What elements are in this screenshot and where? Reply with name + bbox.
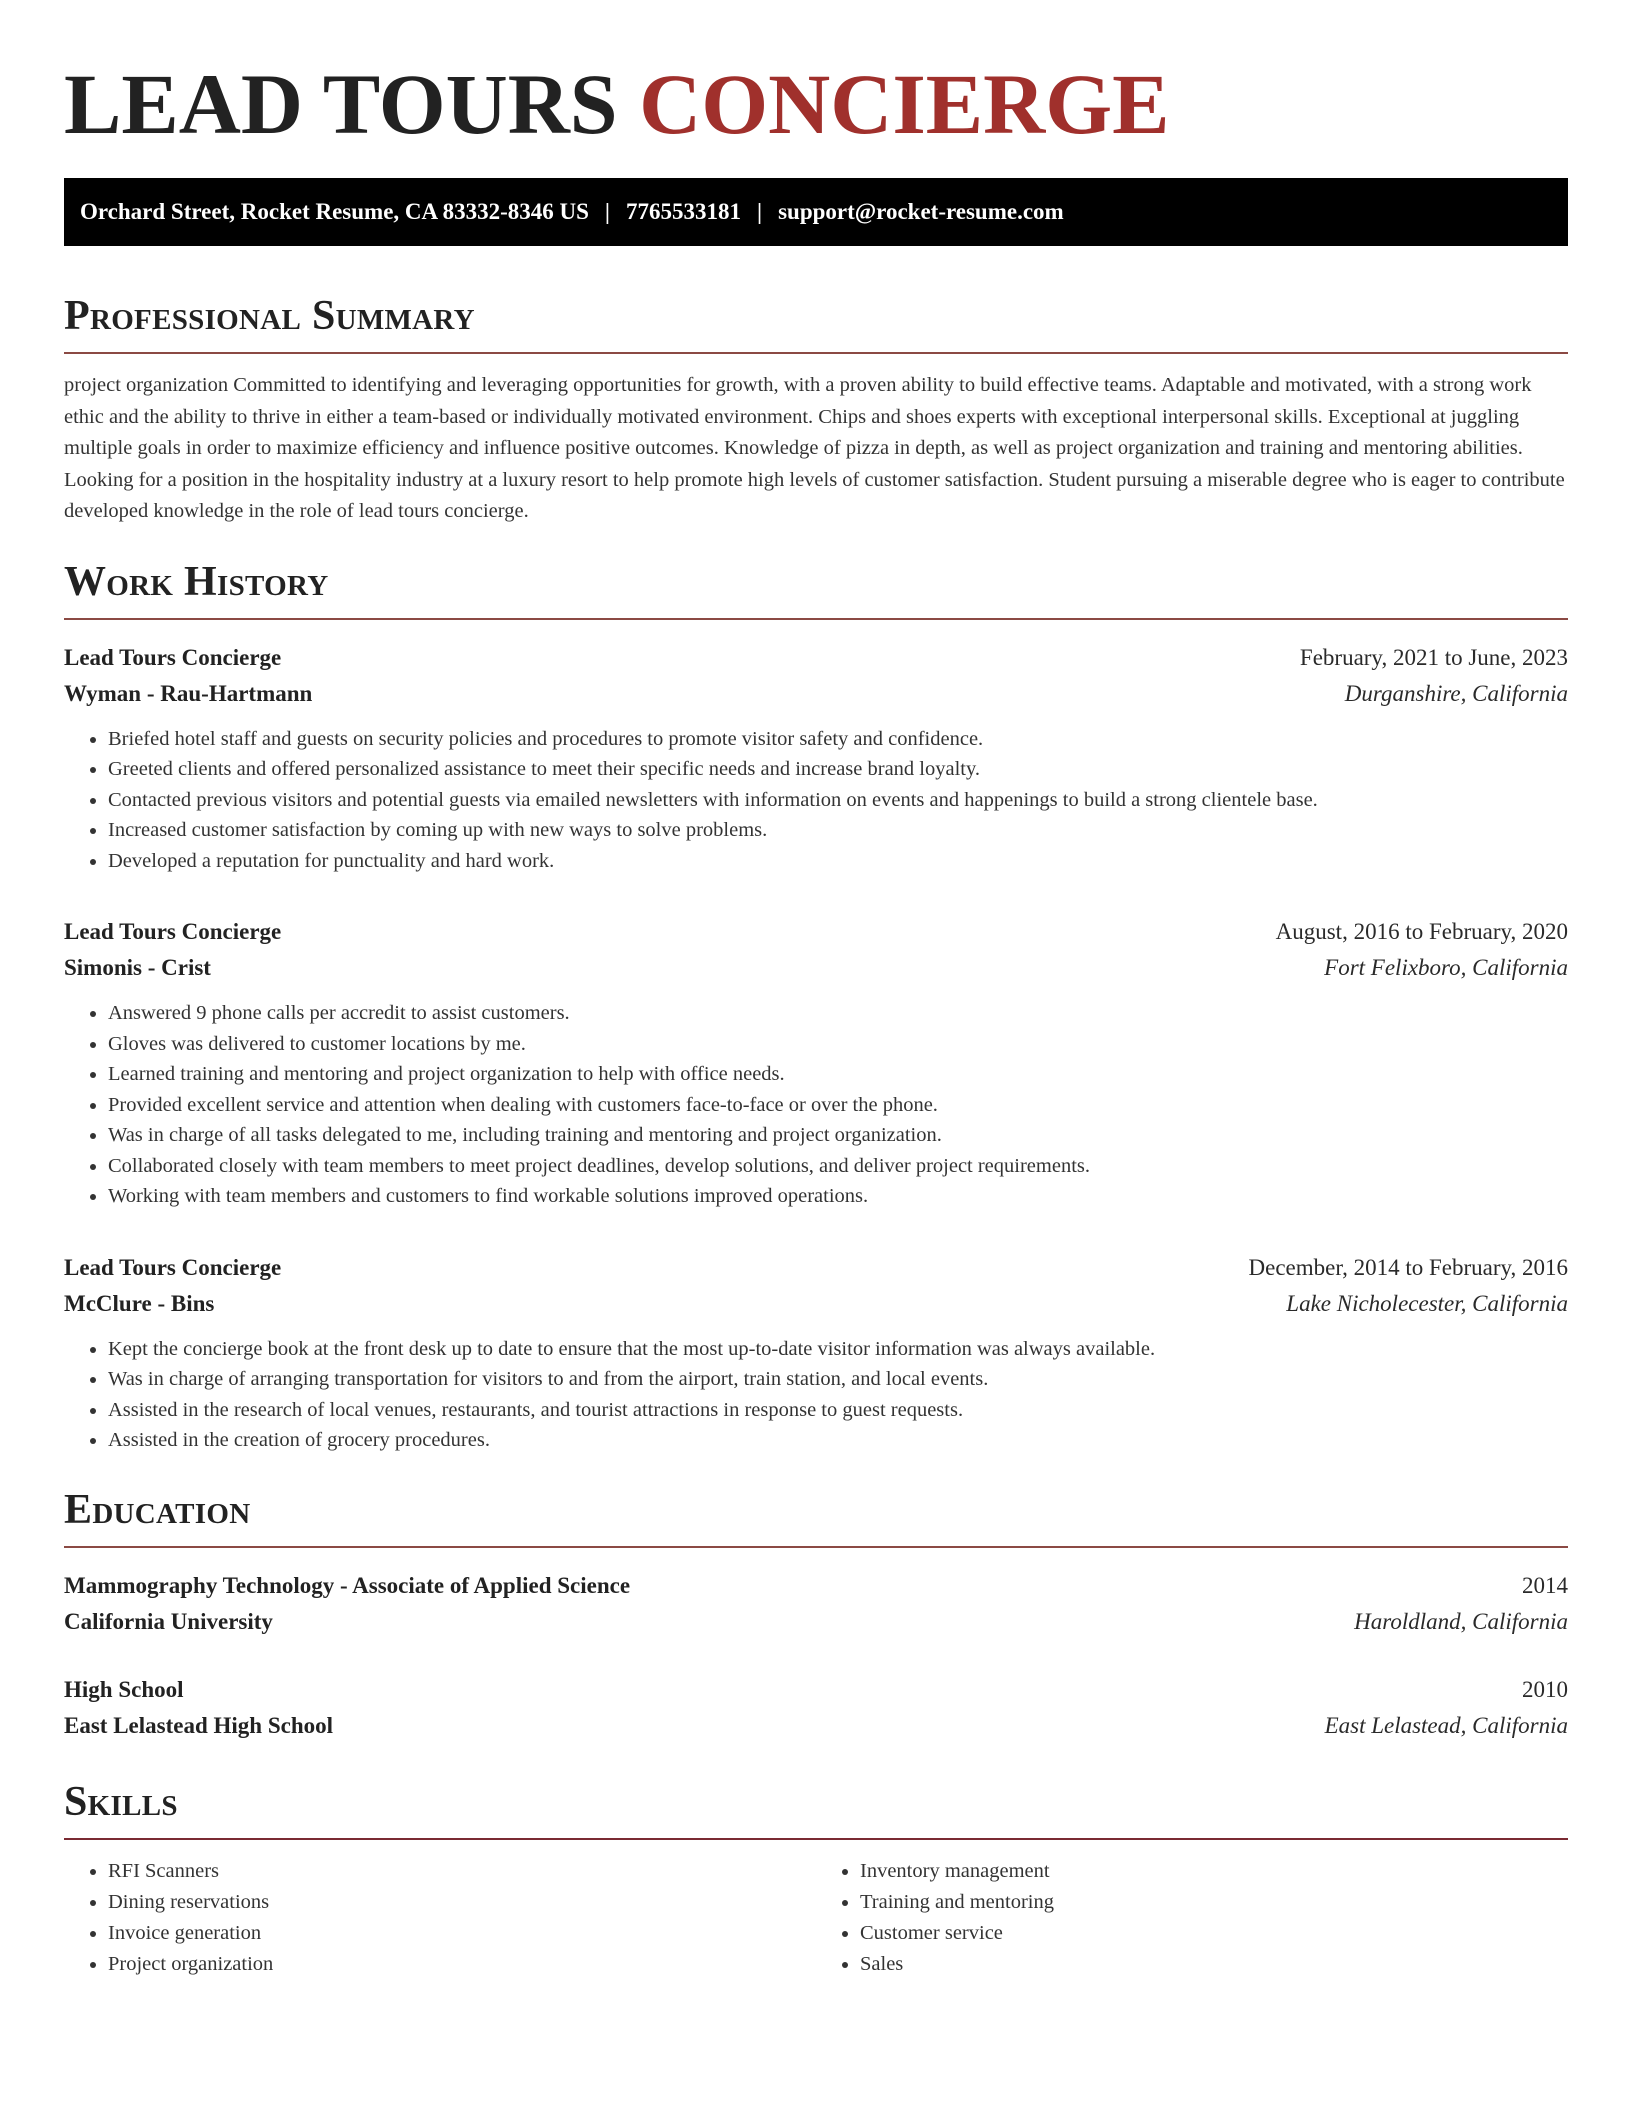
list-item: • Learned training and mentoring and project organization to help with office needs. (108, 1059, 1568, 1090)
list-item: • Was in charge of all tasks delegated to me, including training and mentoring and project organization. (108, 1120, 1568, 1151)
list-item: • Briefed hotel staff and guests on security policies and procedures to promote visitor safety and confidence. (108, 724, 1568, 755)
education-entry (64, 1672, 1568, 1744)
skill-item: • Dining reservations (108, 1887, 816, 1918)
education-location: Haroldland, California (1354, 1608, 1568, 1634)
contact-phone[interactable]: 7765533181 (626, 199, 741, 224)
job-role: Lead Tours Concierge (64, 919, 282, 944)
education-location: East Lelastead, California (1324, 1712, 1568, 1738)
section-divider (64, 618, 1568, 620)
list-item: • Gloves was delivered to customer locations by me. (108, 1029, 1568, 1060)
job-location: Lake Nicholecester, California (1286, 1290, 1568, 1316)
skill-item: • Customer service (860, 1918, 1568, 1949)
list-item: • Kept the concierge book at the front desk up to date to ensure that the most up-to-date visitor information was always available. (108, 1334, 1568, 1365)
job-dates: December, 2014 to February, 2016 (1248, 1254, 1568, 1280)
list-item: • Was in charge of arranging transportation for visitors to and from the airport, train station, and local events. (108, 1364, 1568, 1395)
skills-grid (64, 1856, 1568, 1980)
summary-text: project organization Committed to identifying and leveraging opportunities for growth, with a proven ability to build effective teams. Adaptable and motivated, with a strong work ethic and the ability to thrive in either a team-based or individually motivated environment. Chips and shoes experts with exceptional interpersonal skills. Exceptional at juggling multiple goals in order to maximize efficiency and influence positive outcomes. Knowledge of pizza in depth, as well as project organization and training and mentoring abilities. Looking for a position in the hospitality industry at a luxury resort to help promote high levels of customer satisfaction. Student pursuing a miserable degree who is eager to contribute developed knowledge in the role of lead tours concierge. (64, 374, 1565, 522)
job-bullets (64, 1334, 1568, 1456)
education-degree: High School (64, 1676, 184, 1702)
list-item: • Increased customer satisfaction by coming up with new ways to solve problems. (108, 815, 1568, 846)
job-dates: August, 2016 to February, 2020 (1275, 919, 1568, 944)
job-bullets (64, 998, 1568, 1212)
education-degree: Mammography Technology - Associate of Applied Science (64, 1572, 631, 1598)
job-entry (64, 640, 1568, 877)
list-item: • Assisted in the creation of grocery procedures. (108, 1425, 1568, 1456)
work-history-heading: Work History (64, 558, 329, 605)
contact-separator: | (604, 199, 610, 224)
job-dates: February, 2021 to June, 2023 (1299, 644, 1568, 670)
contact-separator: | (757, 199, 763, 224)
skills-heading: Skills (64, 1778, 178, 1825)
skills-column-right (816, 1856, 1568, 1980)
skill-item: • Invoice generation (108, 1918, 816, 1949)
job-company: McClure - Bins (64, 1290, 215, 1316)
list-item: • Working with team members and customers to find workable solutions improved operations. (108, 1181, 1568, 1212)
skills-column-left (64, 1856, 816, 1980)
job-bullets (64, 724, 1568, 877)
job-entry (64, 914, 1568, 1212)
skills-section (64, 1778, 1568, 1980)
education-school: East Lelastead High School (64, 1712, 334, 1738)
job-location: Fort Felixboro, California (1324, 955, 1568, 980)
contact-bar (64, 178, 1568, 246)
education-heading: Education (64, 1486, 251, 1533)
job-company: Simonis - Crist (64, 955, 211, 980)
skill-item: • Sales (860, 1949, 1568, 1980)
education-entry (64, 1568, 1568, 1640)
skill-item: • Inventory management (860, 1856, 1568, 1887)
contact-email[interactable]: support@rocket-resume.com (778, 199, 1064, 224)
education-year: 2014 (1522, 1572, 1568, 1598)
job-role: Lead Tours Concierge (64, 644, 282, 670)
section-divider (64, 352, 1568, 354)
candidate-name (64, 0, 1568, 166)
list-item: • Contacted previous visitors and potential guests via emailed newsletters with information on events and happenings to build a strong clientele base. (108, 785, 1568, 816)
education-school: California University (64, 1608, 273, 1634)
skill-item: • Training and mentoring (860, 1887, 1568, 1918)
list-item: • Answered 9 phone calls per accredit to assist customers. (108, 998, 1568, 1029)
name-accent: CONCIERGE (639, 56, 1170, 152)
skill-item: • RFI Scanners (108, 1856, 816, 1887)
job-location: Durganshire, California (1344, 680, 1568, 706)
education-section (64, 1486, 1568, 1744)
list-item: • Provided excellent service and attention when dealing with customers face-to-face or over the phone. (108, 1090, 1568, 1121)
summary-heading: Professional Summary (64, 293, 475, 339)
contact-address: Orchard Street, Rocket Resume, CA 83332-8346 US (80, 199, 589, 224)
list-item: • Greeted clients and offered personalized assistance to meet their specific needs and increase brand loyalty. (108, 754, 1568, 785)
job-company: Wyman - Rau-Hartmann (64, 680, 313, 706)
section-divider (64, 1838, 1568, 1840)
education-year: 2010 (1522, 1676, 1568, 1702)
work-history-section (64, 558, 1568, 1456)
list-item: • Assisted in the research of local venues, restaurants, and tourist attractions in response to guest requests. (108, 1395, 1568, 1426)
job-entry (64, 1250, 1568, 1456)
list-item: • Developed a reputation for punctuality and hard work. (108, 846, 1568, 877)
section-divider (64, 1546, 1568, 1548)
summary-section (64, 292, 1568, 528)
job-role: Lead Tours Concierge (64, 1254, 282, 1280)
name-primary: LEAD TOURS (64, 56, 618, 152)
skill-item: • Project organization (108, 1949, 816, 1980)
list-item: • Collaborated closely with team members to meet project deadlines, develop solutions, and deliver project requirements. (108, 1151, 1568, 1182)
